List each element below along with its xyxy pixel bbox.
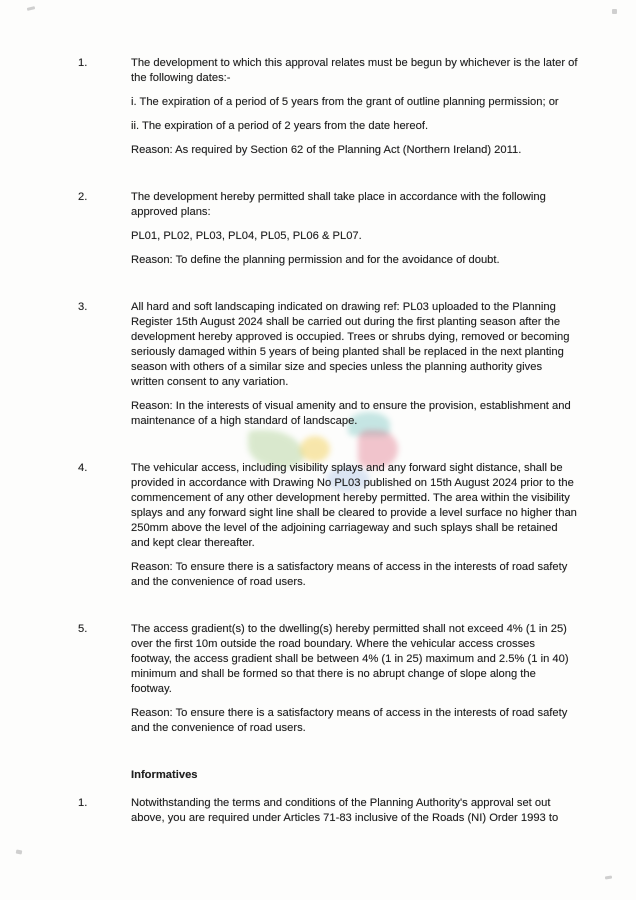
condition-number: 5. [78,623,88,635]
scan-speck [612,9,617,14]
condition-text [131,622,578,736]
condition-paragraph: The vehicular access, including visibility splays and any forward sight distance, shall be provided in accordance with Drawing No PL03 published on 15th August 2024 prior to the commencement of any other development hereby permitted. The area within the visibility splays and any forward sight line shall be cleared to provide a level surface no higher than 250mm above the level of the adjoining carriageway and such splays shall be retained and kept clear thereafter. [131,462,577,549]
condition-text [131,461,578,590]
scan-speck [605,876,612,880]
condition-reason: Reason: To define the planning permission and for the avoidance of doubt. [131,254,500,266]
condition-reason: Reason: To ensure there is a satisfactory means of access in the interests of road safety and the convenience of road users. [131,707,568,734]
condition-reason: Reason: To ensure there is a satisfactory means of access in the interests of road safety and the convenience of road users. [131,561,568,588]
condition-item-2 [78,190,578,268]
condition-paragraph: All hard and soft landscaping indicated on drawing ref: PL03 uploaded to the Planning Register 15th August 2024 shall be carried out during the first planting season after the development hereby approved is occupied. Trees or shrubs dying, removed or becoming seriously damaged within 5 years of being planted shall be replaced in the next planting season with others of a similar size and species unless the planning authority gives written consent to any variation. [131,301,570,388]
condition-item-4 [78,461,578,590]
informatives-section-header [78,768,578,783]
condition-item-3 [78,300,578,429]
condition-text [131,300,578,429]
condition-number: 1. [78,57,88,69]
conditions-list [78,56,578,858]
condition-paragraph: i. The expiration of a period of 5 years from the grant of outline planning permission; or [131,96,559,108]
condition-item-1 [78,56,578,158]
condition-reason: Reason: As required by Section 62 of the Planning Act (Northern Ireland) 2011. [131,144,522,156]
informative-item-1 [78,796,578,826]
condition-paragraph: The development to which this approval relates must be begun by whichever is the later of the following dates:- [131,57,578,84]
scan-speck [16,850,23,855]
condition-paragraph: The access gradient(s) to the dwelling(s) hereby permitted shall not exceed 4% (1 in 25) over the first 10m outside the road boundary. Where the vehicular access crosses footway, the access gradient shall be between 4% (1 in 25) maximum and 2.5% (1 in 40) minimum and shall be formed so that there is no abrupt change of slope along the footway. [131,623,569,695]
condition-text [131,56,578,158]
informative-number: 1. [78,797,88,809]
condition-number: 2. [78,191,88,203]
condition-paragraph: ii. The expiration of a period of 2 years from the date hereof. [131,120,429,132]
condition-text [131,190,578,268]
condition-item-5 [78,622,578,736]
informative-text [131,796,578,826]
informatives-heading: Informatives [131,769,198,781]
scan-speck [27,6,35,11]
condition-number: 3. [78,301,88,313]
condition-paragraph: The development hereby permitted shall take place in accordance with the following approved plans: [131,191,546,218]
condition-reason: Reason: In the interests of visual amenity and to ensure the provision, establishment and maintenance of a high standard of landscape. [131,400,571,427]
condition-number: 4. [78,462,88,474]
condition-paragraph: PL01, PL02, PL03, PL04, PL05, PL06 & PL07. [131,230,362,242]
informative-paragraph: Notwithstanding the terms and conditions of the Planning Authority's approval set out above, you are required under Articles 71-83 inclusive of the Roads (NI) Order 1993 to [131,797,559,824]
